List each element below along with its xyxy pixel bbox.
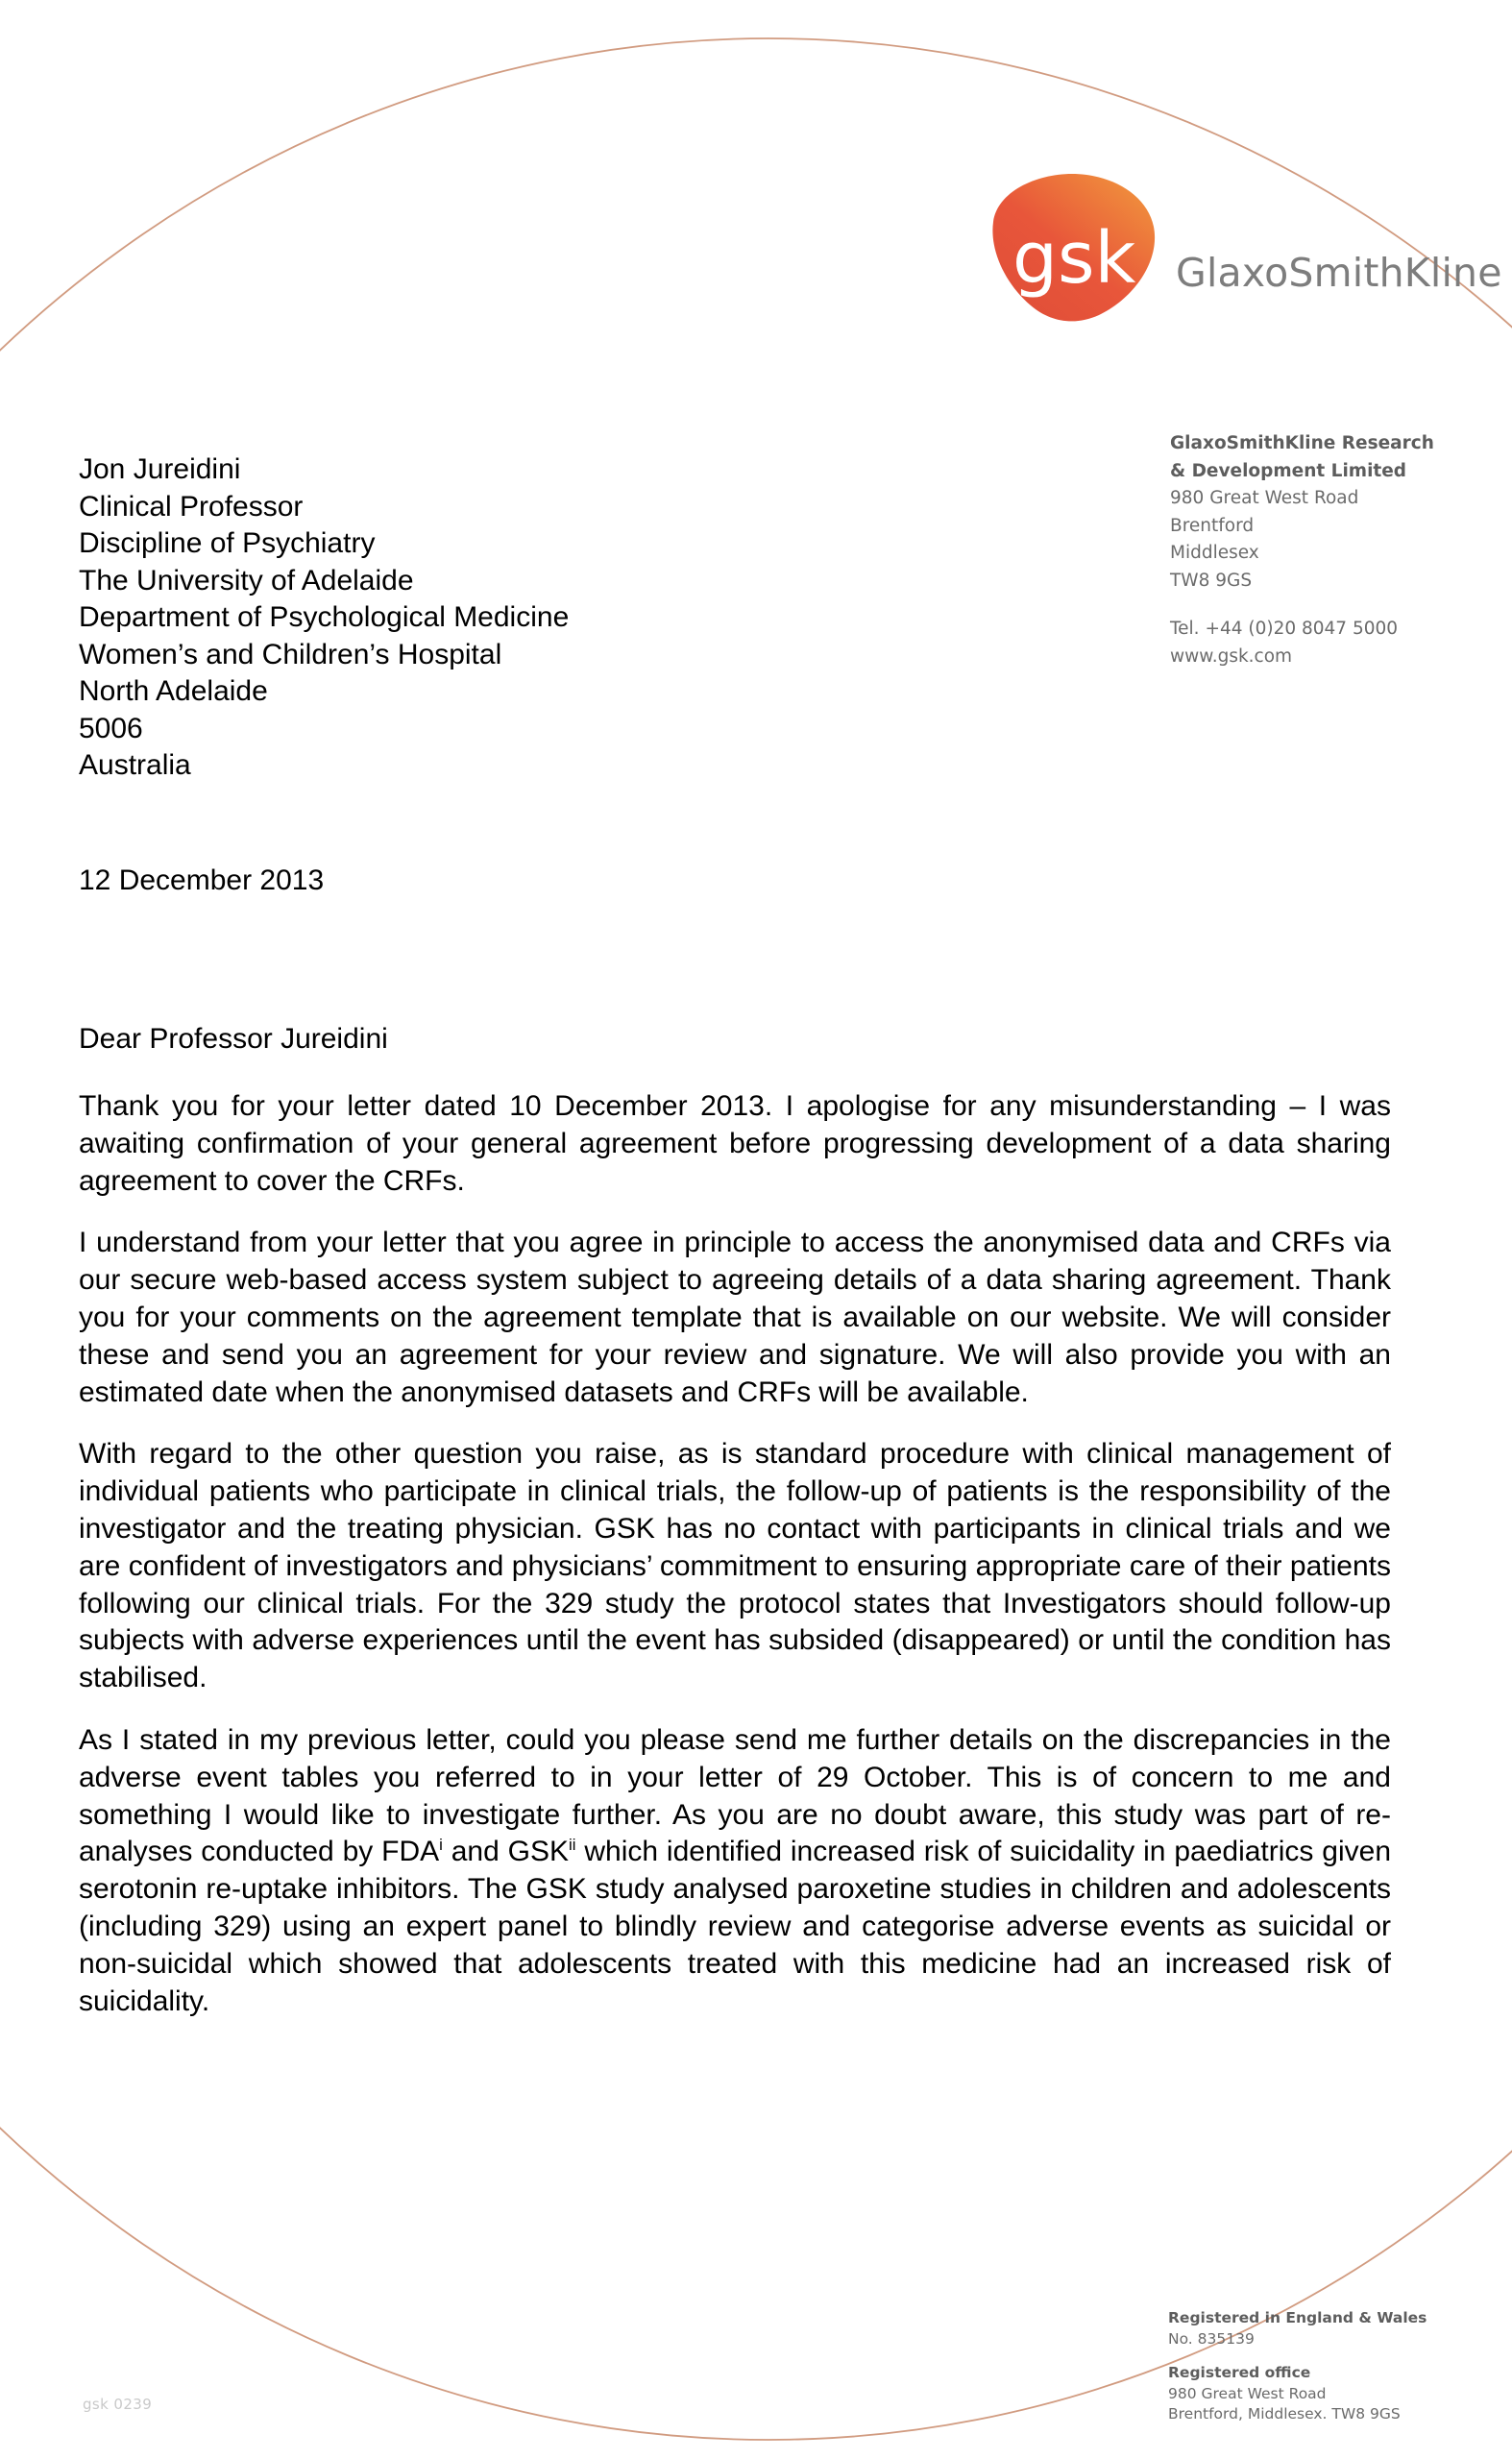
gsk-wordmark: GlaxoSmithKline xyxy=(1176,250,1502,296)
letterhead-postcode: TW8 9GS xyxy=(1170,570,1253,591)
recipient-line: Discipline of Psychiatry xyxy=(79,527,376,559)
body-paragraph-4-text-a: As I stated in my previous letter, could you please send me further details on the discrepancies in the adverse event tables you referred to in your letter of 29 October. This is of concern to me and something I would like to investigate further. As you are no doubt aware, this study was part of re-analyses conducted by FDA xyxy=(79,1723,1391,1868)
recipient-line: 5006 xyxy=(79,712,143,744)
body-paragraph-4-text-b: and GSK xyxy=(442,1836,570,1868)
recipient-line: Australia xyxy=(79,749,191,781)
letterhead-street: 980 Great West Road xyxy=(1170,488,1359,508)
recipient-line: The University of Adelaide xyxy=(79,564,414,596)
letter-body xyxy=(79,1088,1391,2020)
recipient-address-block xyxy=(79,451,569,785)
letterhead-county: Middlesex xyxy=(1170,543,1259,563)
svg-text:gsk: gsk xyxy=(1012,217,1136,300)
gsk-logo xyxy=(988,171,1502,344)
footnote-marker-gsk: ii xyxy=(569,1836,576,1855)
footer-office-town: Brentford, Middlesex. TW8 9GS xyxy=(1168,2405,1401,2422)
letter-salutation: Dear Professor Jureidini xyxy=(79,1023,388,1055)
recipient-line: Jon Jureidini xyxy=(79,453,241,485)
footer-registered-number: No. 835139 xyxy=(1168,2329,1255,2348)
recipient-line: North Adelaide xyxy=(79,675,268,707)
letterhead-website: www.gsk.com xyxy=(1170,645,1293,667)
bates-stamp: gsk 0239 xyxy=(83,2396,153,2413)
body-paragraph-1: Thank you for your letter dated 10 December 2013. I apologise for any misunderstanding – I was awaiting confirmation of your general agreement before progressing development of a data sharing agreement to cover the CRFs. xyxy=(79,1090,1391,1197)
body-paragraph-2: I understand from your letter that you agree in principle to access the anonymised data and CRFs via our secure web-based access system subject to agreeing details of a data sharing agreement. Thank you for your comments on the agreement template that is available on our website. We will consider these and send you an agreement for your review and signature. We will also provide you with an estimated date when the anonymised datasets and CRFs will be available. xyxy=(79,1227,1391,1408)
footnote-marker-fda: i xyxy=(439,1836,443,1855)
letterhead-town: Brentford xyxy=(1170,515,1255,536)
letterhead-company-line-1: GlaxoSmithKline Research xyxy=(1170,433,1434,453)
recipient-line: Department of Psychological Medicine xyxy=(79,601,570,633)
body-paragraph-4 xyxy=(79,1722,1391,2020)
gsk-logo-blob-icon xyxy=(988,171,1158,325)
footer-registered-heading: Registered in England & Wales xyxy=(1168,2309,1427,2326)
letterhead-address-block xyxy=(1170,430,1497,670)
letterhead-telephone: Tel. +44 (0)20 8047 5000 xyxy=(1170,619,1399,639)
letterhead-spacer xyxy=(1170,595,1497,616)
footer-registration-block xyxy=(1168,2308,1495,2425)
body-paragraph-3: With regard to the other question you raise, as is standard procedure with clinical management of individual patients who participate in clinical trials, the follow-up of patients is the responsibility of the investigator and the treating physician. GSK has no contact with participants in clinical trials and we are confident of investigators and physicians’ commitment to ensuring appropriate care of their patients following our clinical trials. For the 329 study the protocol states that Investigators should follow-up subjects with adverse experiences until the event has subsided (disappeared) or until the condition has stabilised. xyxy=(79,1438,1391,1694)
footer-office-street: 980 Great West Road xyxy=(1168,2384,1327,2402)
letterhead-company-line-2: & Development Limited xyxy=(1170,460,1407,481)
footer-spacer xyxy=(1168,2349,1495,2363)
letter-date: 12 December 2013 xyxy=(79,864,325,896)
recipient-line: Women’s and Children’s Hospital xyxy=(79,638,502,670)
recipient-line: Clinical Professor xyxy=(79,490,304,523)
body-paragraph-4-text-c: which identified increased risk of suicidality in paediatrics given serotonin re-uptake inhibitors. The GSK study analysed paroxetine studies in children and adolescents (including 329) using an expert panel to blindly review and categorise adverse events as suicidal or non-suicidal which showed that adolescents treated with this medicine had an increased risk of suicidality. xyxy=(79,1836,1392,2017)
footer-office-heading: Registered office xyxy=(1168,2364,1311,2381)
